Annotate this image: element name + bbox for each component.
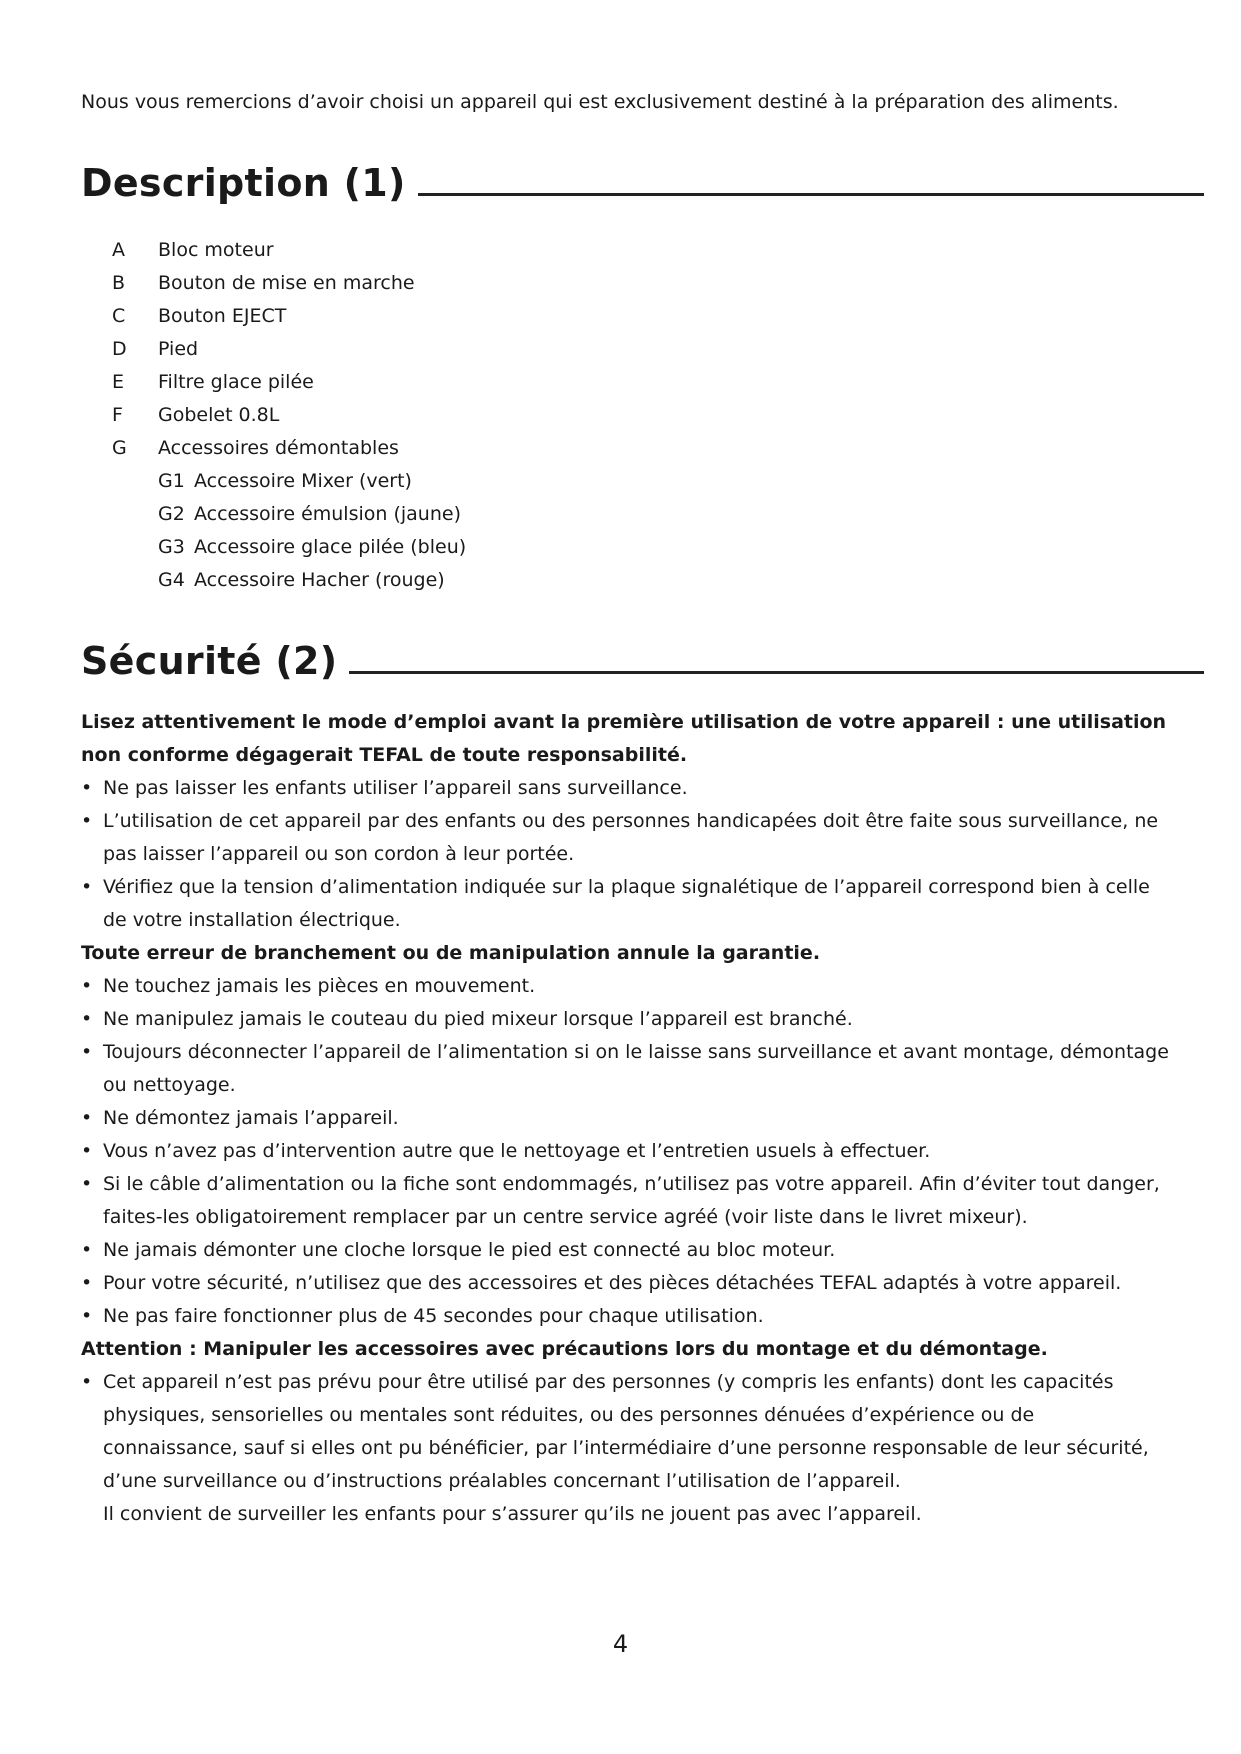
intro-text: Nous vous remercions d’avoir choisi un appareil qui est exclusivement destiné à la préparation des aliments. [81,91,1119,113]
bullet-dot: • [81,1239,93,1261]
item-label: Pied [158,337,199,360]
sub-list-item [112,497,466,530]
list-item [112,266,466,299]
item-letter: A [112,238,125,261]
sub-list-item [112,530,466,563]
bullet-dot: • [81,1107,93,1129]
item-code: G4 [158,568,185,591]
bullet-text: Ne jamais démonter une cloche lorsque le pied est connecté au bloc moteur. [103,1239,836,1261]
bullet-text: Vérifiez que la tension d’alimentation indiquée sur la plaque signalétique de l’appareil correspond bien à celle de votre installation électrique. [103,876,1150,931]
sub-list-item [112,464,466,497]
item-label: Accessoire Mixer (vert) [194,469,412,492]
item-label: Bouton EJECT [158,304,287,327]
list-item [112,332,466,365]
bullet-text: Ne démontez jamais l’appareil. [103,1107,399,1129]
security-intro: Lisez attentivement le mode d’emploi avant la première utilisation de votre appareil : une utilisation non conforme dégagerait TEFAL de toute responsabilité. [81,711,1167,766]
bullet-text: Si le câble d’alimentation ou la fiche sont endommagés, n’utilisez pas votre appareil. Afin d’éviter tout danger, faites-les obligatoirement remplacer par un centre service agréé (voir liste dans le livret mixeur). [103,1173,1160,1228]
description-heading [81,160,1204,206]
security-section [81,706,1171,1531]
bullet-item [81,1366,1171,1498]
item-letter: B [112,271,126,294]
bullet-item [81,772,1171,805]
item-label: Gobelet 0.8L [158,403,280,426]
closing-text: Il convient de surveiller les enfants pour s’assurer qu’ils ne jouent pas avec l’appareil. [103,1503,922,1525]
bullet-text: Pour votre sécurité, n’utilisez que des accessoires et des pièces détachées TEFAL adaptés à votre appareil. [103,1272,1122,1294]
item-label: Bloc moteur [158,238,274,261]
bullet-item [81,970,1171,1003]
attention-text: Attention : Manipuler les accessoires avec précautions lors du montage et du démontage. [81,1338,1048,1360]
item-label: Accessoire glace pilée (bleu) [194,535,467,558]
item-letter: C [112,304,126,327]
bullet-item [81,1234,1171,1267]
bullet-dot: • [81,777,93,799]
bullet-dot: • [81,1008,93,1030]
bullet-item [81,1168,1171,1234]
heading-rule [418,193,1204,196]
bullet-text: Vous n’avez pas d’intervention autre que le nettoyage et l’entretien usuels à effectuer. [103,1140,931,1162]
sub-list-item [112,563,466,596]
bullet-dot: • [81,876,93,898]
item-letter: E [112,370,125,393]
list-item [112,365,466,398]
item-letter: F [112,403,123,426]
item-label: Accessoires démontables [158,436,399,459]
warning-text: Toute erreur de branchement ou de manipulation annule la garantie. [81,942,821,964]
bullet-text: Ne pas faire fonctionner plus de 45 secondes pour chaque utilisation. [103,1305,764,1327]
description-title: Description (1) [81,161,406,205]
bullet-item [81,1267,1171,1300]
item-code: G3 [158,535,185,558]
list-item [112,299,466,332]
item-label: Accessoire Hacher (rouge) [194,568,445,591]
bullet-text: Ne manipulez jamais le couteau du pied mixeur lorsque l’appareil est branché. [103,1008,853,1030]
bullet-text: Ne touchez jamais les pièces en mouvement. [103,975,536,997]
bullet-item [81,1135,1171,1168]
bullet-item [81,1300,1171,1333]
list-item [112,398,466,431]
bullet-text: Cet appareil n’est pas prévu pour être utilisé par des personnes (y compris les enfants) dont les capacités physiques, sensorielles ou mentales sont réduites, ou des personnes dénuées d’expérience ou de connaissance, sauf si elles ont pu bénéficier, par l’intermédiaire d’une personne responsable de leur sécurité, d’une surveillance ou d’instructions préalables concernant l’utilisation de l’appareil. [103,1371,1149,1492]
bullet-dot: • [81,1041,93,1063]
item-letter: D [112,337,127,360]
bullet-dot: • [81,1371,93,1393]
bullet-dot: • [81,1272,93,1294]
bullet-text: Ne pas laisser les enfants utiliser l’appareil sans surveillance. [103,777,688,799]
security-title: Sécurité (2) [81,639,338,683]
item-code: G1 [158,469,185,492]
bullet-item [81,805,1171,871]
bullet-item [81,1102,1171,1135]
bullet-item [81,871,1171,937]
item-label: Filtre glace pilée [158,370,314,393]
item-letter: G [112,436,127,459]
bullet-dot: • [81,1305,93,1327]
bullet-dot: • [81,975,93,997]
item-label: Accessoire émulsion (jaune) [194,502,461,525]
bullet-dot: • [81,810,93,832]
heading-rule [349,671,1204,674]
description-list [112,233,466,596]
bullet-dot: • [81,1173,93,1195]
bullet-dot: • [81,1140,93,1162]
bullet-item [81,1003,1171,1036]
list-item [112,233,466,266]
security-heading [81,638,1204,684]
item-label: Bouton de mise en marche [158,271,415,294]
bullet-text: Toujours déconnecter l’appareil de l’alimentation si on le laisse sans surveillance et avant montage, démontage ou nettoyage. [103,1041,1169,1096]
bullet-text: L’utilisation de cet appareil par des enfants ou des personnes handicapées doit être faite sous surveillance, ne pas laisser l’appareil ou son cordon à leur portée. [103,810,1159,865]
bullet-item [81,1036,1171,1102]
page-number: 4 [612,1630,629,1658]
list-item [112,431,466,464]
item-code: G2 [158,502,185,525]
